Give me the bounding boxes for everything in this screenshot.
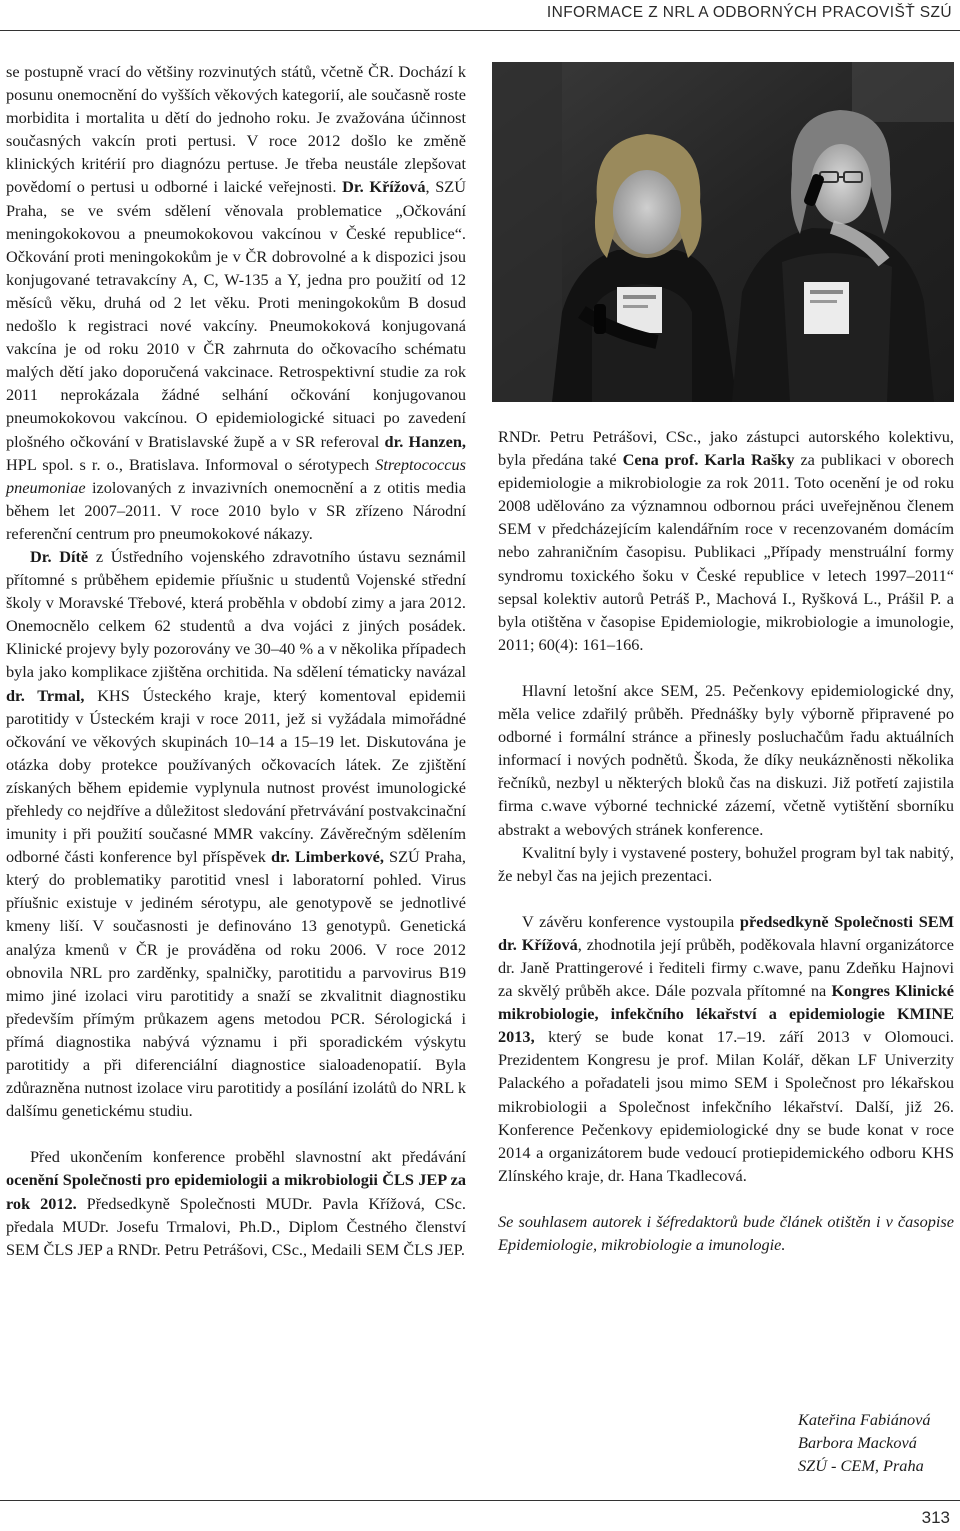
conference-photo <box>492 62 954 402</box>
left-column <box>6 60 466 1261</box>
paragraph-main-event: Hlavní letošní akce SEM, 25. Pečenkovy epidemiologické dny, měla velice zdařilý průběh. Přednášky byly výborně připravené po odborné i formální stránce a přinesly posluchačům řadu aktuálních informací i nových podnětů. Škoda, že díky neukázněnosti několika řečníků, nezbyl u některých bloků čas na diskuzi. Již potřetí zajistila firma c.wave výborné technické zázemí, včetně vytištění sborníku abstrakt a webových stránek konference. <box>498 680 954 839</box>
photo-two-speakers <box>492 62 954 402</box>
running-header: INFORMACE Z NRL A ODBORNÝCH PRACOVIŠŤ SZÚ <box>546 4 952 21</box>
paragraph-raska-prize: RNDr. Petru Petrášovi, CSc., jako zástupci autorského kolektivu, byla předána také Cena prof. Karla Rašky za publikaci v oborech epidemiologie a mikrobiologie za rok 2011. Toto ocenění je od roku 2008 udělováno za významnou odbornou práci uveřejněnou členem SEM v předcházejícím kalendářním roce v recenzovaném domácím nebo zahraničním časopisu. Publikaci „Případy menstruální formy syndromu toxického šoku v České republice v letech 1997–2011“ sepsal kolektiv autorů Petráš P., Machová I., Ryšková L., Prášil P. a byla otištěna v časopise Epidemiologie, mikrobiologie a imunologie, 2011; 60(4): 161–166. <box>498 427 955 654</box>
author-signature <box>798 1408 958 1477</box>
page-number: 313 <box>921 1508 950 1527</box>
paragraph-conclusion: V závěru konference vystoupila předsedkyně Společnosti SEM dr. Křížová, zhodnotila její průběh, poděkovala hlavní organizátorce dr. Janě Prattingerové i řediteli firmy c.wave, panu Zdeňku Hajnovi za skvělý průběh akce. Dále pozvala přítomné na Kongres Klinické mikrobiologie, infekčního lékařství a epidemiologie KMINE 2013, který se bude konat 17.–19. září 2013 v Olomouci. Prezidentem Kongresu je prof. Milan Kolář, děkan LF Univerzity Palackého a pořadateli jsou mimo SEM i Společnost pro lékařskou mikrobiologii a Společnost infekčního lékařství. Další, již 26. Konference Pečenkovy epidemiologické dny se bude konat v roce 2014 a organizátorem bude vedoucí protiepidemického odboru KHS Zlínského kraje, dr. Hana Tkadlecová. <box>498 911 954 1185</box>
author-name: Kateřina Fabiánová <box>798 1410 931 1429</box>
author-affiliation: SZÚ - CEM, Praha <box>798 1456 924 1476</box>
header-rule <box>0 30 960 31</box>
closing-note: Se souhlasem autorek i šéfredaktorů bude článek otištěn i v časopise Epidemiologie, mikrobiologie a imunologie. <box>498 1211 954 1254</box>
author-name: Barbora Macková <box>798 1433 917 1453</box>
paragraph-mumps: Dr. Dítě z Ústředního vojenského zdravotního ústavu seznámil přítomné s průběhem epidemie příušnic u studentů Vojenské střední školy v Moravské Třebové, která proběhla v období zimy a jara 2012. Onemocnělo celkem 62 studentů a dva vojáci z jiných posádek. Klinické projevy byly pozorovány ve 30–40 % a v několika případech byla jako komplikace zjištěna orchitida. Na sdělení tématicky navázal dr. Trmal, KHS Ústeckého kraje, který komentoval epidemii parotitidy v Ústeckém kraji v roce 2011, jež si vyžádala mimořádné očkování ve věkových skupinách 10–14 a 15–19 let. Diskutována je otázka doby protekce používaných očkovacích látek. Ze zjištění získaných během epidemie vyplynula nutnost provést imunologické přehledy co nejdříve a důležitost sledování přetrvávání postvakcinační imunity i při použití současné MMR vakcíny. Závěrečným sdělením odborné části konference byl příspěvek dr. Limberkové, SZÚ Praha, který do problematiky parotitid vnesl i laboratorní pohled. Virus příušnic existuje v jediném sérotypu, ale genotypově se jednotlivé kmeny liší. V současnosti je definováno 13 genotypů. Genetická analýza kmenů v ČR je prováděna od roku 2006. V roce 2012 obnovila NRL pro zarděnky, spalničky, parotitidu a parvovirus B19 mimo jiné izolaci viru parotitidy a snaží se zkvalitnit diagnostiku především přímým průkazem agens metodou PCR. Sérologická i přímá diagnostika nabývá významu i při sporadickém výskytu parotitidy a při diferenciální diagnostice sialoadenopatií. Byla zdůrazněna nutnost izolace viru parotitidy a posílání izolátů do NRL k dalšímu genetickému studiu. <box>6 546 467 1121</box>
paragraph-vaccination: se postupně vrací do většiny rozvinutých států, včetně ČR. Dochází k posunu onemocnění do vyšších věkových kategorií, ale současně roste morbidita i mortalita u dětí do jednoho roku. Je zvažována účinnost současných vakcín proti pertusi. V roce 2012 došlo ke změně klinických kritérií pro diagnózu pertuse. Je třeba neustále zlepšovat povědomí o pertusi u odborné i laické veřejnosti. Dr. Křížová, SZÚ Praha, se ve svém sdělení věnovala problematice „Očkování meningokokovou a pneumokokovou vakcínou v České republice“. Očkování proti meningokokům je v ČR dobrovolné a k dispozici jsou konjugované tetravakcíny A, C, W-135 a Y, jedna pro použití od 12 měsíců věku, druhá od 2 let věku. Proti meningokokům B dosud nedošlo k registraci nové vakcíny. Pneumokoková konjugovaná vakcína je od roku 2010 v ČR zahrnuta do očkovacího schématu malých dětí jako doporučená vakcinace. Retrospektivní studie za rok 2011 neprokázala žádné selhání očkování konjugovanou pneumokokovou vakcínou. O epidemiologické situaci po zavedení plošného očkování v Bratislavské župě a v SR referoval dr. Hanzen, HPL spol. s r. o., Bratislava. Informoval o sérotypech Streptococcus pneumoniae izolovaných z invazivních onemocnění a z otitis media během let 2007–2011. V roce 2010 bylo v SR zřízeno Národní referenční centrum pro pneumokokové nákazy. <box>6 62 466 543</box>
paragraph-awards: Před ukončením konference proběhl slavnostní akt předávání ocenění Společnosti pro epidemiologii a mikrobiologii ČLS JEP za rok 2012. Předsedkyně Společnosti MUDr. Pavla Křížová, CSc. předala MUDr. Josefu Trmalovi, Ph.D., Diplom Čestného členství SEM ČLS JEP a RNDr. Petru Petrášovi, CSc., Medaili SEM ČLS JEP. <box>6 1147 466 1259</box>
footer-rule <box>0 1500 960 1501</box>
right-column <box>498 425 954 1256</box>
paragraph-posters: Kvalitní byly i vystavené postery, bohužel program byl tak nabitý, že nebyl čas na jejich prezentaci. <box>498 842 954 885</box>
